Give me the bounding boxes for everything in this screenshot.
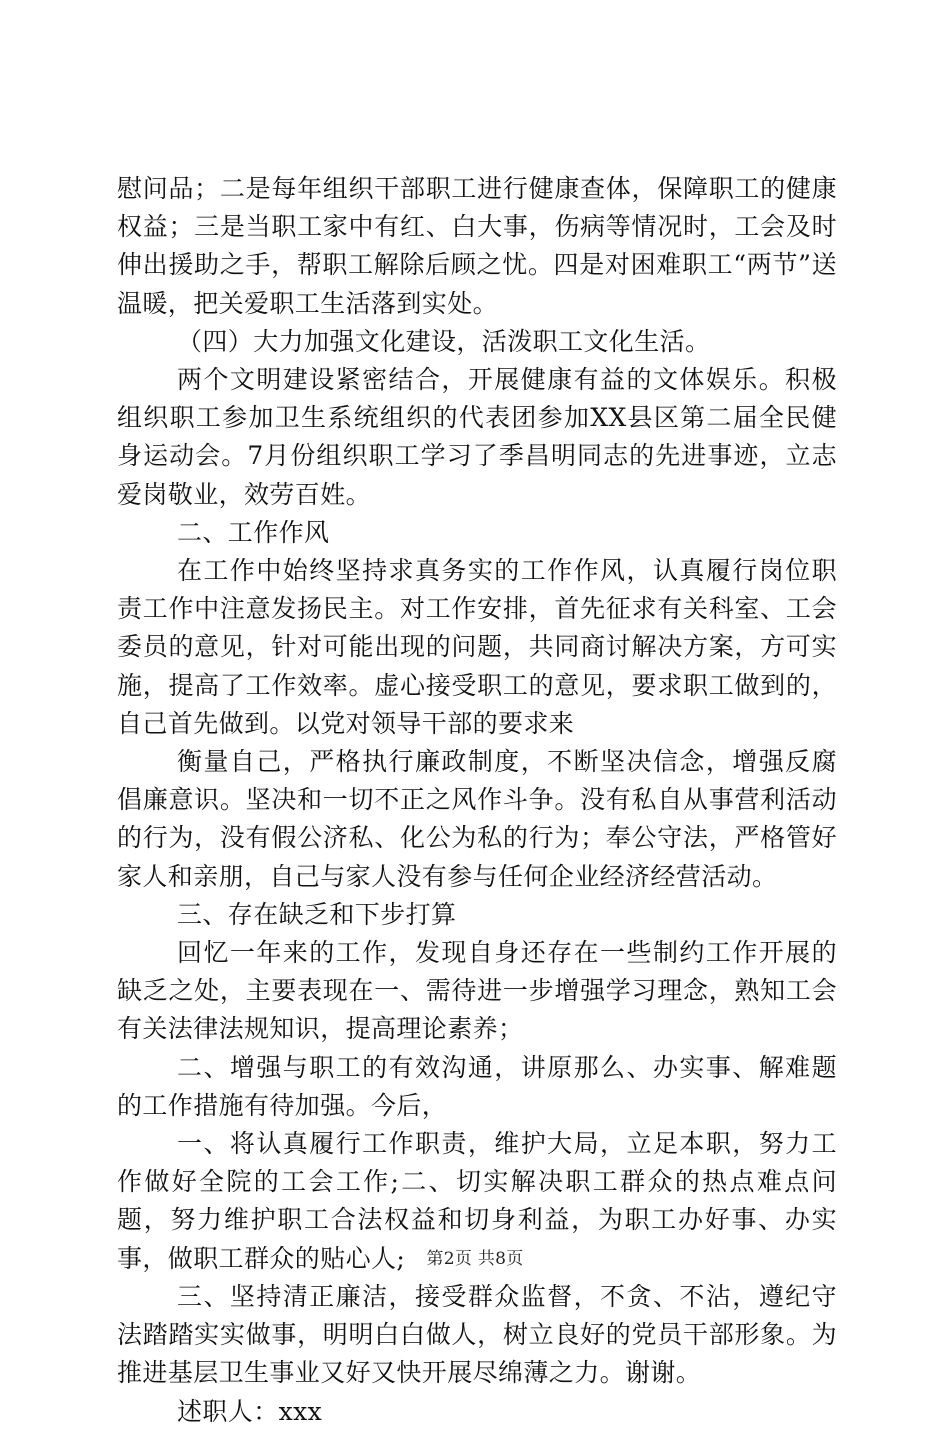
section-heading-work-style: 二、工作作风	[177, 517, 330, 547]
signature-line: 述职人：xxx	[177, 1396, 323, 1426]
document-body	[117, 170, 837, 1431]
paragraph-integrity: 衡量自己，严格执行廉政制度，不断坚决信念，增强反腐倡廉意识。坚决和一切不正之风作斗争。没有私自从事营利活动的行为，没有假公济私、化公为私的行为；奉公守法，严格管好家人和亲朋，自己与家人没有参与任何企业经济经营活动。	[117, 747, 837, 891]
paragraph-culture: 两个文明建设紧密结合，开展健康有益的文体娱乐。积极组织职工参加卫生系统组织的代表团参加XX县区第二届全民健身运动会。7月份组织职工学习了季昌明同志的先进事迹，立志爱岗敬业，效劳百姓。	[117, 365, 837, 509]
paragraph-shortcomings: 回忆一年来的工作，发现自身还存在一些制约工作开展的缺乏之处，主要表现在一、需待进一步增强学习理念，熟知工会有关法律法规知识，提高理论素养；	[117, 938, 837, 1044]
section-heading-culture: （四）大力加强文化建设，活泼职工文化生活。	[177, 326, 711, 356]
paragraph-plan-three: 三、坚持清正廉洁，接受群众监督，不贪、不沾，遵纪守法踏踏实实做事，明明白白做人，树立良好的党员干部形象。为推进基层卫生事业又好又快开展尽绵薄之力。谢谢。	[117, 1281, 837, 1388]
paragraph-work-style: 在工作中始终坚持求真务实的工作作风，认真履行岗位职责工作中注意发扬民主。对工作安排，首先征求有关科室、工会委员的意见，针对可能出现的问题，共同商讨解决方案，方可实施，提高了工作效率。虚心接受职工的意见，要求职工做到的，自己首先做到。以党对领导干部的要求来	[117, 556, 837, 738]
paragraph-continuation: 慰问品；二是每年组织干部职工进行健康查体，保障职工的健康权益；三是当职工家中有红、白大事，伤病等情况时，工会及时伸出援助之手，帮职工解除后顾之忧。四是对困难职工“两节”送温暖，把关爱职工生活落到实处。	[117, 174, 837, 318]
section-heading-shortcomings: 三、存在缺乏和下步打算	[177, 899, 457, 929]
paragraph-communication: 二、增强与职工的有效沟通，讲原那么、办实事、解难题的工作措施有待加强。今后，	[117, 1052, 837, 1120]
paragraph-plan-one: 一、将认真履行工作职责，维护大局，立足本职，努力工作做好全院的工会工作;二、切实解决职工群众的热点难点问题，努力维护职工合法权益和切身利益，为职工办好事、办实事，做职工群众的贴心人;	[117, 1129, 837, 1273]
page-number-footer: 第2页 共8页	[426, 1249, 524, 1269]
